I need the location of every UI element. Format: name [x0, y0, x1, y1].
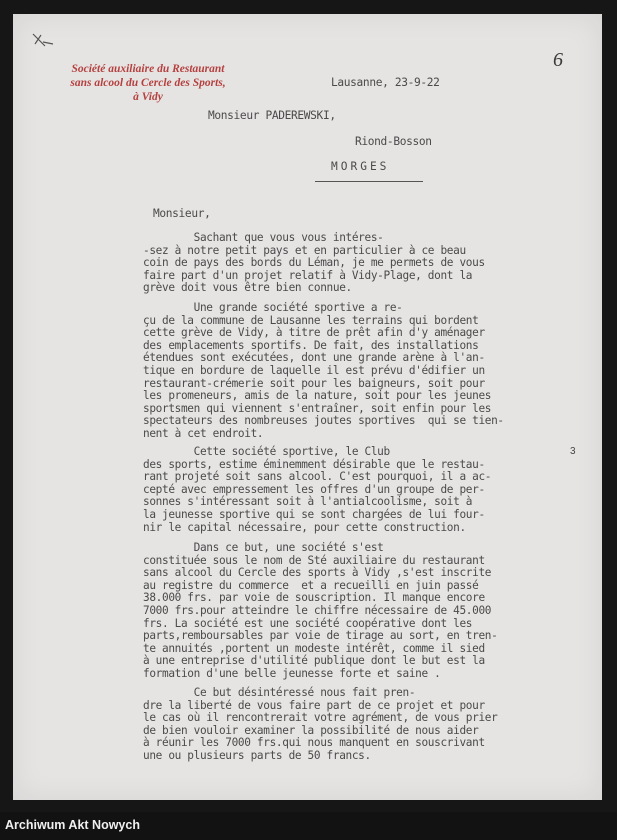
page-number: 6	[553, 49, 563, 71]
paragraph-line: parts,remboursables par voie de tirage au sort, en tren-	[143, 629, 498, 643]
paragraph-line: le cas où il rencontrerait votre agrément, de vous prier	[143, 711, 498, 725]
letterhead-line: sans alcool du Cercle des Sports,	[70, 77, 226, 89]
paragraph-line: nir le capital nécessaire, pour cette construction.	[143, 520, 466, 534]
salutation: Monsieur,	[153, 207, 211, 220]
paragraph-line: restaurant-crémerie soit pour les baigneurs, soit pour	[143, 376, 485, 390]
pencil-mark-icon	[31, 32, 55, 50]
paragraph-line: spectateurs des nombreuses joutes sportives qui se tien-	[143, 414, 504, 428]
recipient-estate: Riond-Bosson	[355, 135, 432, 148]
paragraph-line: des emplacements sportifs. De fait, des installations	[143, 338, 479, 352]
paragraph-line: -sez à notre petit pays et en particulier à ce beau	[143, 243, 466, 257]
paragraph-line: formation d'une belle jeunesse forte et saine .	[143, 666, 441, 680]
paragraph-line: étendues sont exécutées, dont une grande arène à l'an-	[143, 351, 485, 365]
paragraph-line: frs. La société est une société coopérative dont les	[143, 616, 473, 630]
paragraph-line: Sachant que vous vous intéres-	[143, 231, 384, 244]
paragraph-line: à une entreprise d'utilité publique dont le but est la	[143, 654, 485, 668]
paragraph-line: rant projeté soit sans alcool. C'est pourquoi, il a ac-	[143, 470, 492, 484]
margin-mark: 3	[570, 446, 576, 457]
paragraph-line: cepté avec empressement les offres d'un groupe de per-	[143, 482, 485, 496]
address-underline	[315, 181, 423, 182]
paragraph-line: çu de la commune de Lausanne les terrains qui bordent	[143, 313, 479, 327]
paragraph-line: Dans ce but, une société s'est	[143, 541, 384, 554]
paragraph-line: constituée sous le nom de Sté auxiliaire du restaurant	[143, 553, 485, 567]
paragraph-line: à réunir les 7000 frs.qui nous manquent en souscrivant	[143, 736, 485, 750]
paragraph-line: nent à cet endroit.	[143, 426, 264, 440]
paragraph-line: grève doit vous être bien connue.	[143, 281, 352, 295]
paragraph-line: faire part d'un projet relatif à Vidy-Plage, dont la	[143, 268, 473, 282]
paragraph-line: cette grève de Vidy, à titre de prêt afin d'y aménager	[143, 326, 485, 340]
letter-date: Lausanne, 23-9-22	[331, 76, 440, 89]
paragraph-line: dre la liberté de vous faire part de ce projet et pour	[143, 698, 485, 712]
letterhead-stamp	[53, 62, 243, 104]
paragraph-line: une ou plusieurs parts de 50 francs.	[143, 748, 371, 762]
paragraph	[143, 542, 558, 681]
paragraph-line: les promeneurs, amis de la nature, soit pour les jeunes	[143, 389, 492, 403]
paragraph-line: 7000 frs.pour atteindre le chiffre nécessaire de 45.000	[143, 603, 492, 617]
archive-footer	[0, 812, 617, 840]
paragraph	[143, 687, 558, 763]
paragraph-line: te annuités ,portent un modeste intérêt, comme il sied	[143, 641, 485, 655]
paragraph-line: sonnes s'intéressant soit à l'antialcoolisme, soit à	[143, 495, 473, 509]
recipient-town: MORGES	[331, 160, 390, 173]
paragraph-line: de bien vouloir examiner la possibilité de nous aider	[143, 723, 479, 737]
paragraph-line: Ce but désintéressé nous fait pren-	[143, 686, 416, 699]
paragraph	[143, 302, 558, 441]
paragraph	[143, 232, 558, 295]
paragraph-line: au registre du commerce et a recueilli en juin passé	[143, 578, 479, 592]
paragraph-line: tique en bordure de laquelle il est prévu d'édifier un	[143, 363, 485, 377]
letter-page	[13, 14, 602, 800]
paragraph-line: Cette société sportive, le Club	[143, 445, 390, 458]
paragraph-line: des sports, estime éminemment désirable que le restau-	[143, 457, 485, 471]
letterhead-line: Société auxiliaire du Restaurant	[71, 63, 225, 75]
paragraph-line: sportsmen qui viennent s'entraîner, soit enfin pour les	[143, 401, 492, 415]
paragraph-line: sans alcool du Cercle des sports à Vidy ,s'est inscrite	[143, 566, 492, 580]
recipient-name: Monsieur PADEREWSKI,	[208, 109, 336, 122]
archive-label: Archiwum Akt Nowych	[5, 818, 140, 832]
paragraph-line: la jeunesse sportive qui se sont chargées de lui four-	[143, 507, 485, 521]
letterhead-line: à Vidy	[133, 91, 163, 103]
paragraph-line: Une grande société sportive a re-	[143, 301, 403, 314]
paragraph-line: 38.000 frs. par voie de souscription. Il manque encore	[143, 591, 485, 605]
paragraph-line: coin de pays des bords du Léman, je me permets de vous	[143, 256, 485, 270]
paragraph	[143, 446, 558, 534]
